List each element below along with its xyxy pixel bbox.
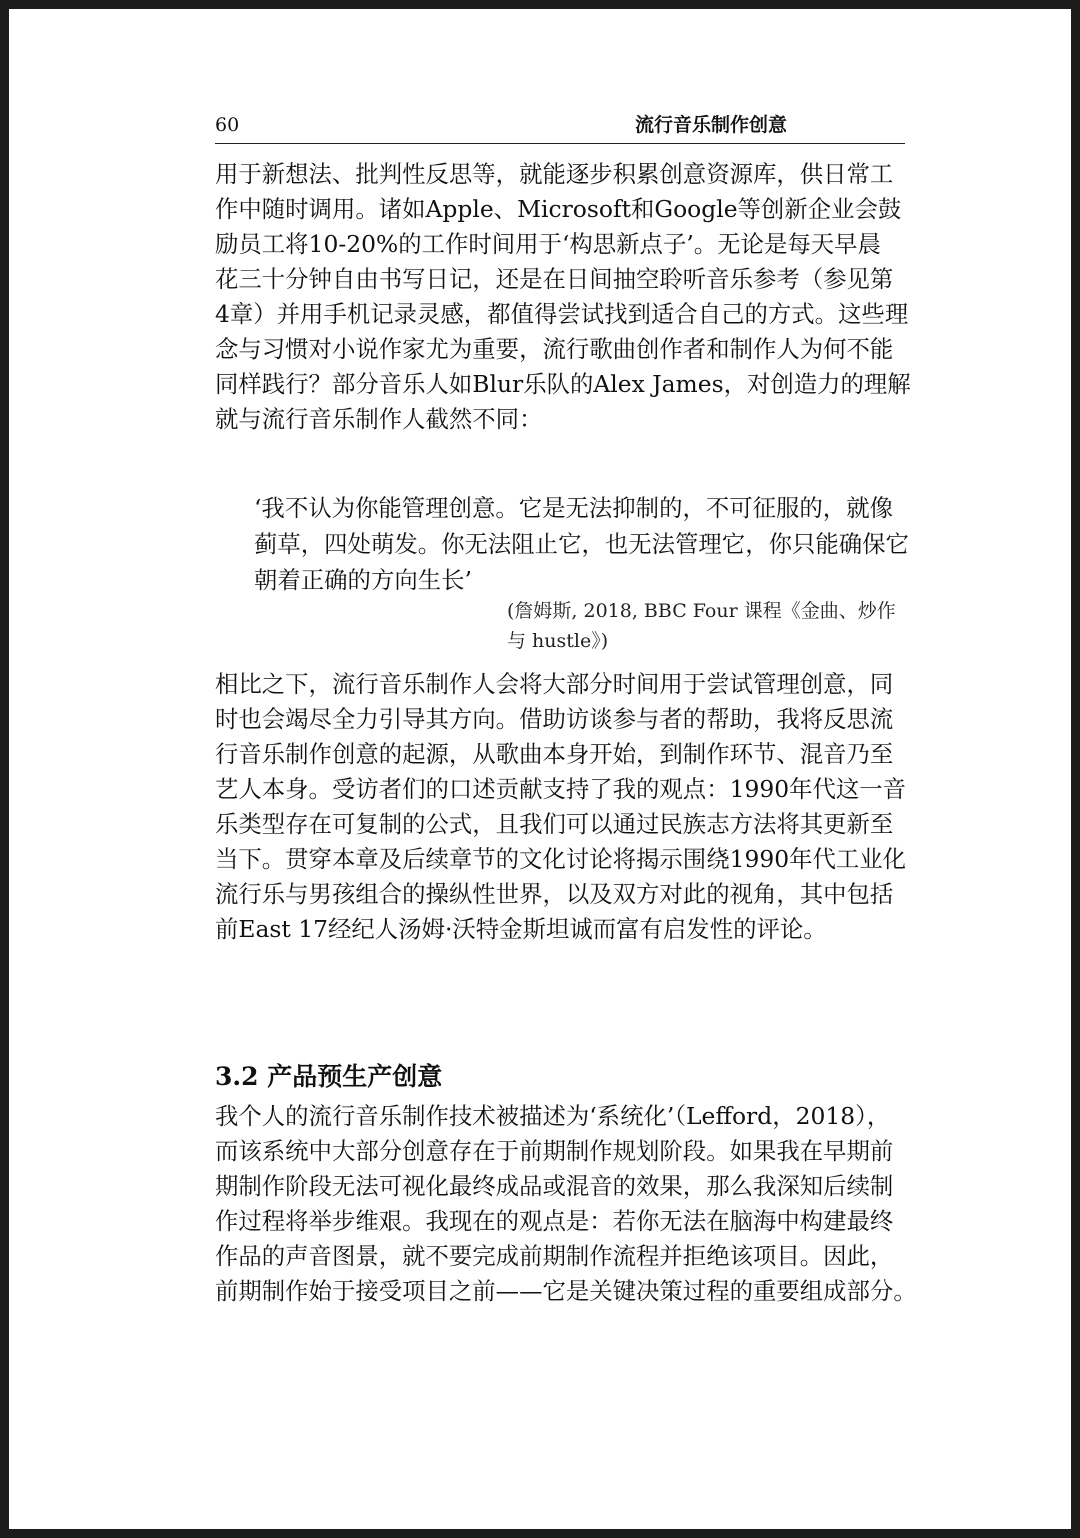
book-page (9, 9, 1071, 1529)
text-line: 期制作阶段无法可视化最终成品或混音的效果，那么我深知后续制 (215, 1172, 894, 1200)
quote-line: 蓟草，四处萌发。你无法阻止它，也无法管理它，你只能确保它 (254, 530, 909, 558)
page-header (215, 113, 905, 144)
text-line: 作品的声音图景，就不要完成前期制作流程并拒绝该项目。因此， (215, 1242, 894, 1270)
citation-line: (詹姆斯, 2018, BBC Four 课程《金曲、炒作 (507, 600, 896, 622)
section-heading: 3.2 产品预生产创意 (215, 1062, 443, 1091)
citation-line: 与 hustle》) (507, 630, 609, 652)
text-line: 花三十分钟自由书写日记，还是在日间抽空聆听音乐参考（参见第 (215, 265, 894, 293)
body-paragraph-2 (215, 667, 925, 947)
quote-line: 朝着正确的方向生长’ (254, 566, 472, 594)
text-line: 艺人本身。受访者们的口述贡献支持了我的观点：1990年代这一音 (215, 775, 907, 803)
text-line: 就与流行音乐制作人截然不同： (215, 405, 543, 433)
text-line: 乐类型存在可复制的公式，且我们可以通过民族志方法将其更新至 (215, 810, 894, 838)
text-line: 时也会竭尽全力引导其方向。借助访谈参与者的帮助，我将反思流 (215, 705, 894, 733)
running-title: 流行音乐制作创意 (634, 114, 787, 136)
text-line: 我个人的流行音乐制作技术被描述为‘系统化’（Lefford，2018）， (215, 1102, 891, 1130)
body-paragraph-1 (215, 157, 925, 437)
block-quote (254, 490, 934, 598)
text-line: 励员工将10-20%的工作时间用于‘构思新点子’。无论是每天早晨 (215, 230, 881, 258)
text-line: 同样践行？部分音乐人如Blur乐队的Alex James，对创造力的理解 (215, 370, 911, 398)
text-line: 前East 17经纪人汤姆·沃特金斯坦诚而富有启发性的评论。 (215, 915, 827, 943)
text-line: 念与习惯对小说作家尤为重要，流行歌曲创作者和制作人为何不能 (215, 335, 894, 363)
text-line: 而该系统中大部分创意存在于前期制作规划阶段。如果我在早期前 (215, 1137, 894, 1165)
text-line: 作中随时调用。诸如Apple、Microsoft和Google等创新企业会鼓 (215, 195, 902, 223)
body-paragraph-3 (215, 1099, 925, 1309)
page-number: 60 (215, 114, 240, 136)
text-line: 流行乐与男孩组合的操纵性世界，以及双方对此的视角，其中包括 (215, 880, 894, 908)
text-line: 当下。贯穿本章及后续章节的文化讨论将揭示围绕1990年代工业化 (215, 845, 907, 873)
text-line: 前期制作始于接受项目之前——它是关键决策过程的重要组成部分。 (215, 1277, 917, 1305)
quote-line: ‘我不认为你能管理创意。它是无法抑制的，不可征服的，就像 (254, 494, 893, 522)
text-line: 用于新想法、批判性反思等，就能逐步积累创意资源库，供日常工 (215, 160, 894, 188)
text-line: 4章）并用手机记录灵感，都值得尝试找到适合自己的方式。这些理 (215, 300, 909, 328)
text-line: 作过程将举步维艰。我现在的观点是：若你无法在脑海中构建最终 (215, 1207, 894, 1235)
text-line: 相比之下，流行音乐制作人会将大部分时间用于尝试管理创意，同 (215, 670, 894, 698)
quote-citation (507, 596, 927, 656)
text-line: 行音乐制作创意的起源，从歌曲本身开始，到制作环节、混音乃至 (215, 740, 894, 768)
